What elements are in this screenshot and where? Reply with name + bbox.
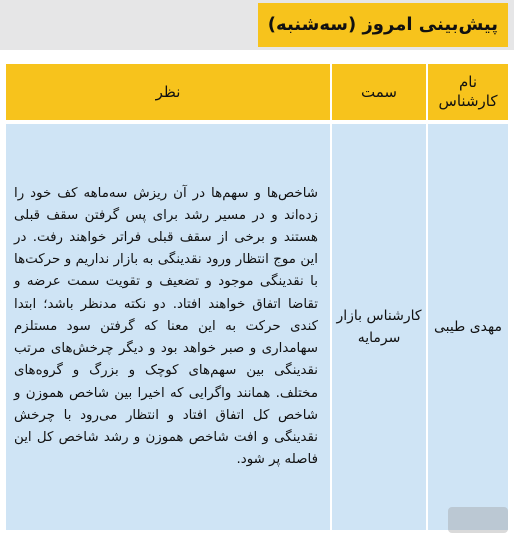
cell-opinion: شاخص‌ها و سهم‌ها در آن ریزش سه‌ماهه کف خود را زده‌اند و در مسیر رشد برای پس گرفتن سقف قبلی هستند و برخی از سقف قبلی فراتر خواهند رفت. در این موج انتظار ورود نقدینگی به بازار نداریم و حرکت‌ها با نقدینگی موجود و تضعیف و تقویت سمت عرضه و تقاضا اتفاق خواهند افتاد. دو نکته مدنظر باشد؛ ابتدا کندی حرکت به این معنا که گرفتن سود مستلزم سهامداری و صبر خواهد بود و دیگر چرخش‌های مرتب نقدینگی بین سهم‌های کوچک و بزرگ و گروه‌های مختلف. همانند واگرایی که اخیرا بین شاخص هموزن و شاخص کل اتفاق افتاد و انتظار می‌رود با چرخش نقدینگی و افت شاخص هموزن و رشد شاخص کل این فاصله پر شود. bbox=[6, 124, 330, 530]
cell-position: کارشناس بازار سرمایه bbox=[332, 124, 426, 530]
page-title: پیش‌بینی امروز (سه‌شنبه) bbox=[258, 3, 508, 47]
header-opinion: نظر bbox=[6, 64, 330, 120]
watermark-logo bbox=[448, 507, 508, 533]
header-expert-name: نام کارشناس bbox=[428, 64, 508, 120]
cell-expert-name: مهدی طیبی bbox=[428, 124, 508, 530]
header-position: سمت bbox=[332, 64, 426, 120]
title-bar bbox=[0, 0, 514, 50]
forecast-table bbox=[6, 64, 508, 530]
